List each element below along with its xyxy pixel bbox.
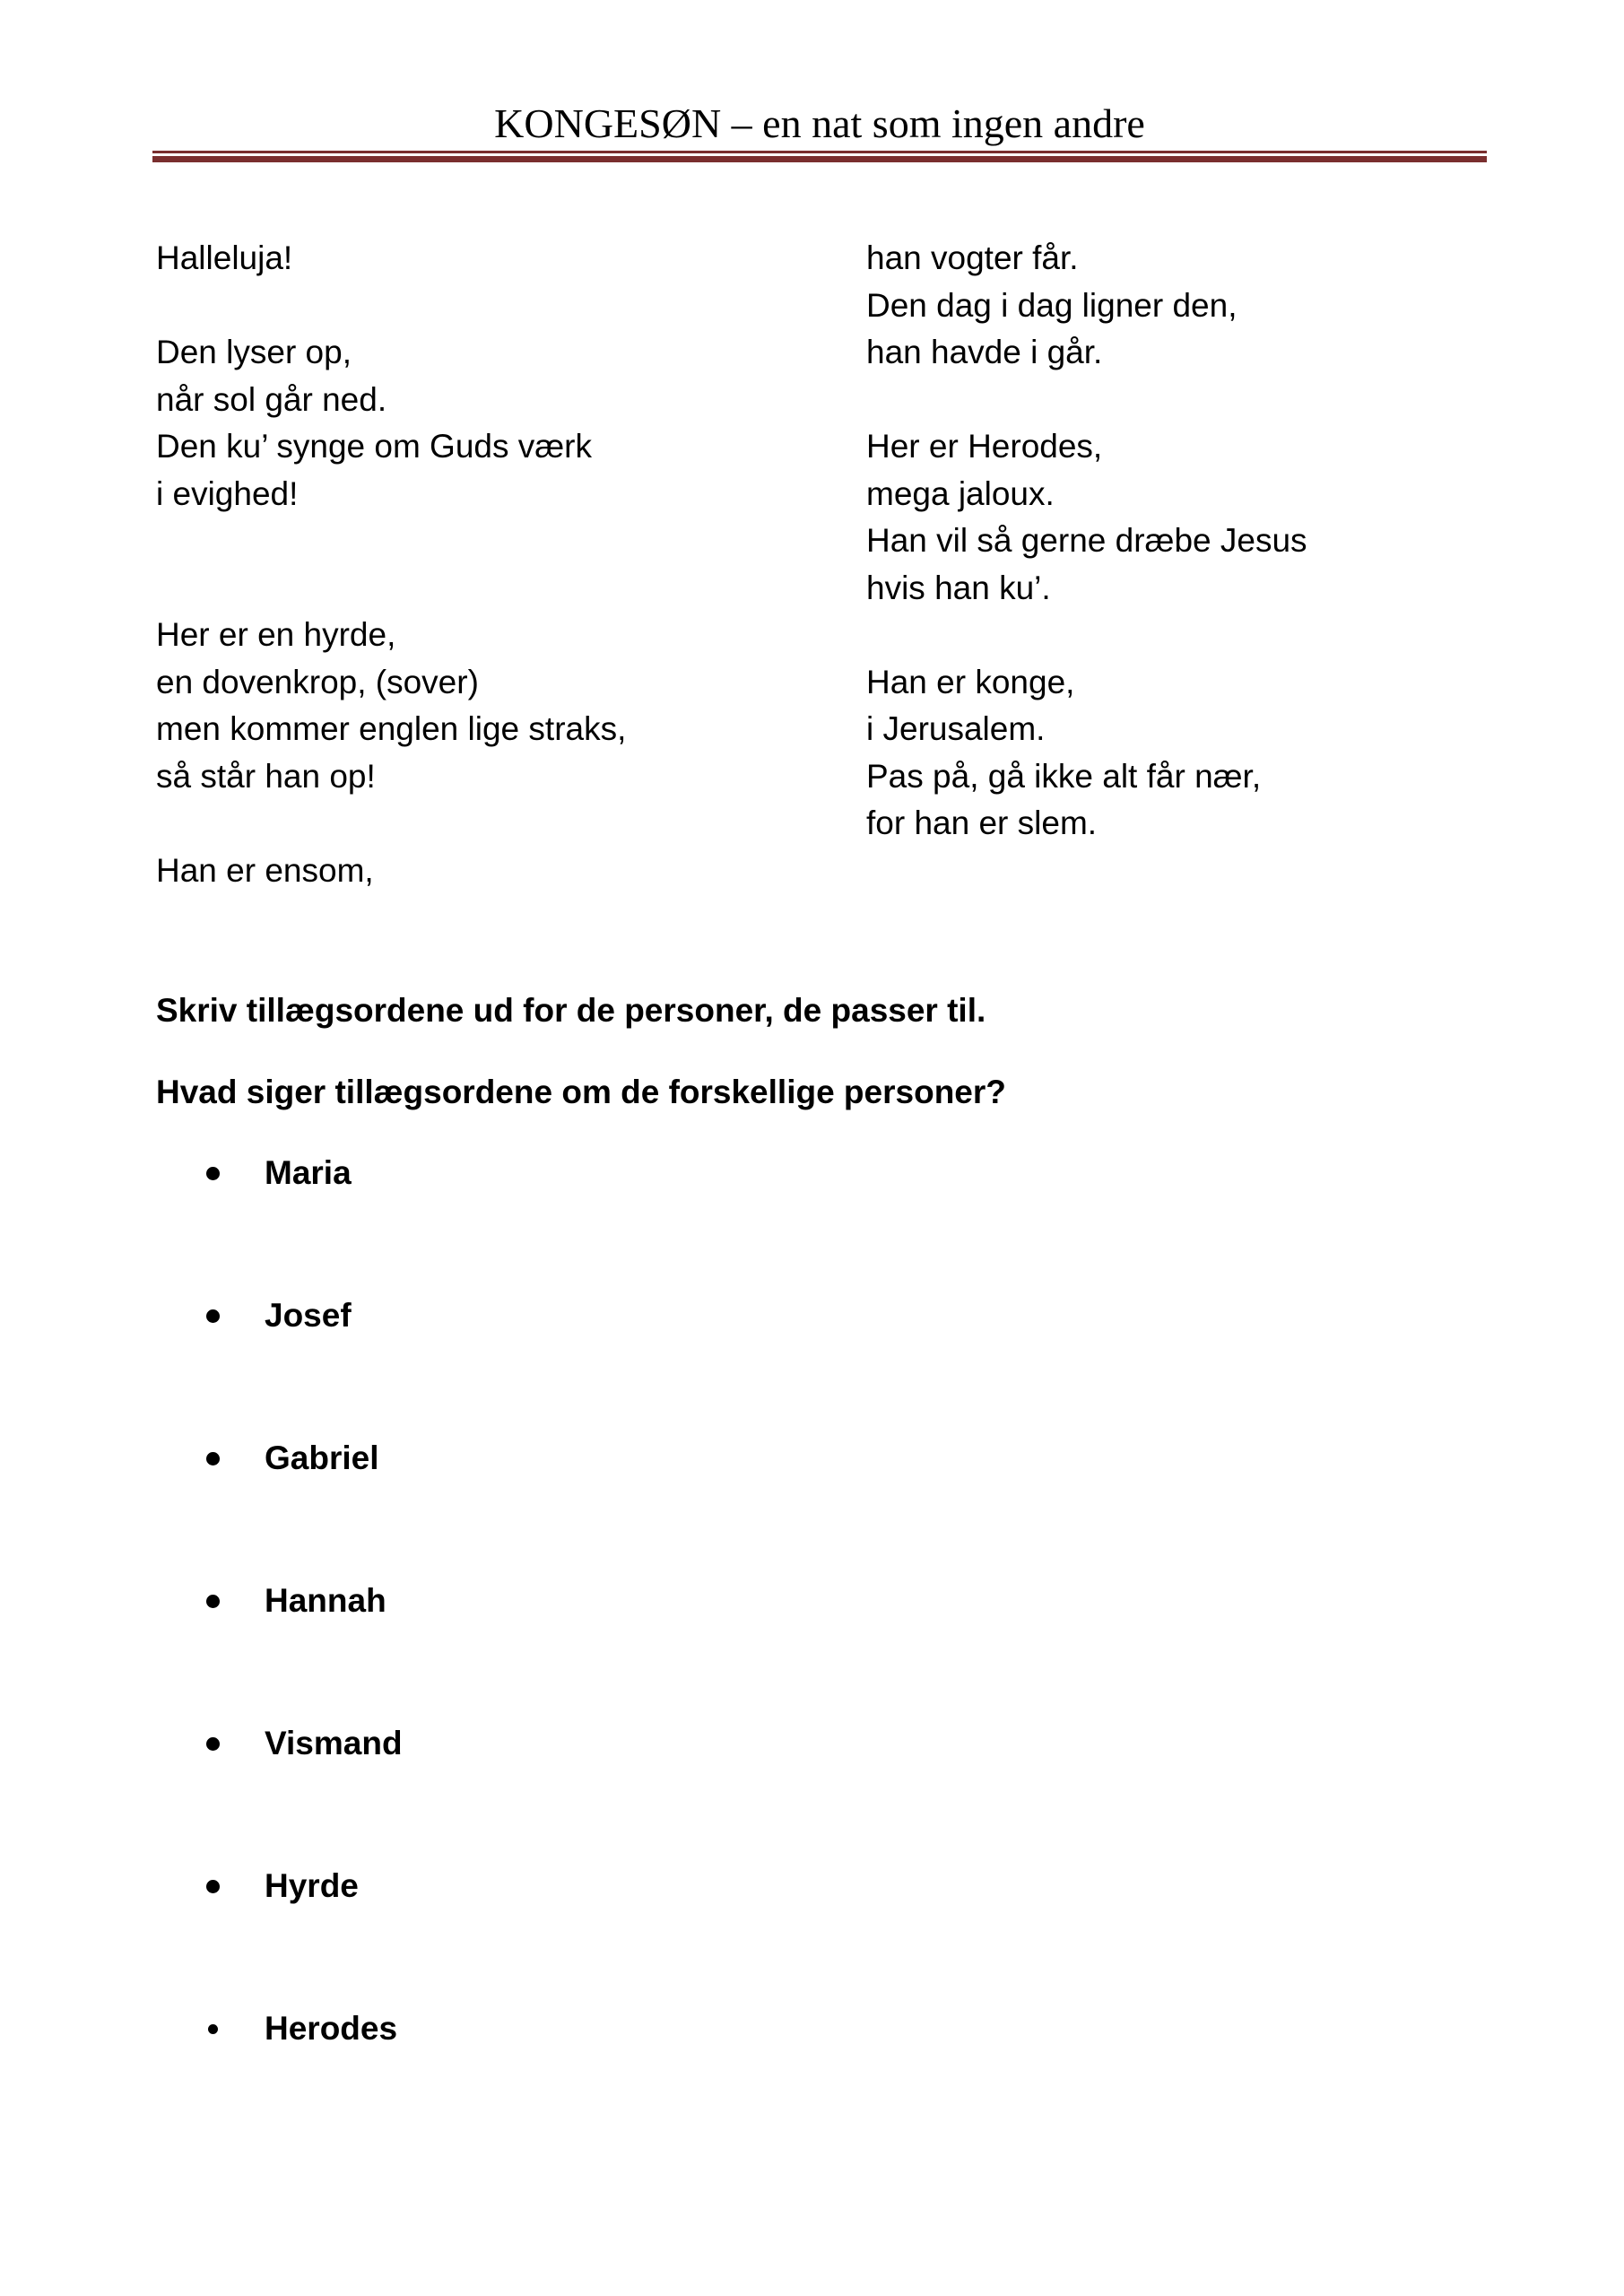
list-item	[206, 1722, 403, 1765]
poem-line: Han er konge,	[866, 663, 1075, 700]
question-1: Skriv tillægsordene ud for de personer, de passer til.	[156, 992, 986, 1029]
person-name: Herodes	[265, 2010, 398, 2047]
poem-line: men kommer englen lige straks,	[156, 710, 627, 747]
list-item	[206, 1865, 359, 1908]
poem-line: i evighed!	[156, 474, 299, 512]
poem-line: Her er en hyrde,	[156, 616, 396, 653]
bullet-icon	[206, 1167, 220, 1180]
poem-left-column	[156, 235, 820, 894]
person-name: Hannah	[265, 1582, 386, 1619]
poem-line: når sol går ned.	[156, 380, 387, 418]
poem-line	[866, 377, 1512, 424]
poem-line	[156, 283, 820, 330]
poem-line: han havde i går.	[866, 334, 1103, 370]
list-item	[206, 1152, 352, 1195]
list-item	[206, 1437, 379, 1480]
poem-line: mega jaloux.	[866, 474, 1055, 512]
person-name: Maria	[265, 1154, 352, 1191]
person-name: Vismand	[265, 1725, 403, 1761]
poem-line: Den lyser op,	[156, 334, 352, 370]
poem-line: så står han op!	[156, 757, 376, 795]
poem-line: i Jerusalem.	[866, 710, 1046, 747]
person-name: Hyrde	[265, 1867, 359, 1904]
poem-line: Halleluja!	[156, 239, 293, 276]
header-rule-thin	[152, 151, 1487, 153]
list-item	[206, 2007, 397, 2050]
poem-line: Her er Herodes,	[866, 428, 1103, 465]
page-title: KONGESØN – en nat som ingen andre	[494, 100, 1145, 146]
list-item	[206, 1294, 352, 1337]
poem-line	[156, 800, 820, 848]
bullet-icon	[206, 1880, 220, 1893]
person-name: Josef	[265, 1297, 352, 1334]
header-rule-thick	[152, 156, 1487, 162]
poem-line: Pas på, gå ikke alt får nær,	[866, 757, 1262, 795]
person-name: Gabriel	[265, 1439, 379, 1476]
poem-line: han vogter får.	[866, 239, 1079, 276]
bullet-icon	[208, 2024, 218, 2034]
question-2: Hvad siger tillægsordene om de forskellige personer?	[156, 1074, 1006, 1110]
bullet-icon	[206, 1595, 220, 1608]
poem-line	[156, 565, 820, 613]
poem-line: Han vil så gerne dræbe Jesus	[866, 522, 1307, 559]
bullet-icon	[206, 1737, 220, 1751]
poem-line: Den ku’ synge om Guds værk	[156, 428, 592, 465]
bullet-icon	[206, 1452, 220, 1465]
poem-line	[866, 612, 1512, 659]
list-item	[206, 1579, 386, 1622]
bullet-icon	[206, 1309, 220, 1323]
poem-line: en dovenkrop, (sover)	[156, 663, 479, 700]
poem-line: Han er ensom,	[156, 851, 374, 889]
poem-line: Den dag i dag ligner den,	[866, 286, 1238, 324]
poem-line	[156, 517, 820, 565]
poem-line: hvis han ku’.	[866, 569, 1051, 606]
poem-line: for han er slem.	[866, 804, 1098, 841]
poem-right-column	[866, 235, 1512, 848]
